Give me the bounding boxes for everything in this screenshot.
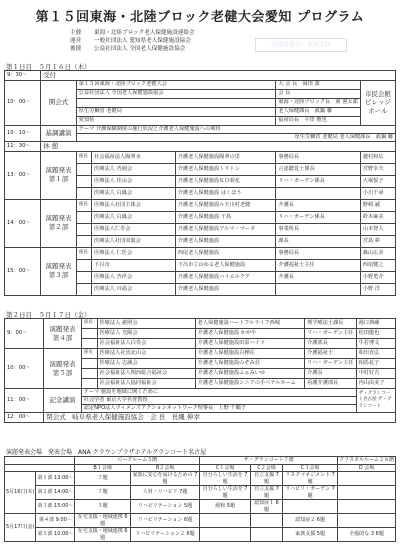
label-cell: 閉会式 岐阜県老人保健施設協会 会 長 長縄 伸幸: [44, 413, 396, 423]
role-cell: リハ・ガーデン係長: [276, 175, 360, 187]
session-label: 演題発表 第３部: [41, 247, 77, 295]
room-row: [5, 472, 396, 486]
stamp: ほ施設協会・東海北陸: [255, 38, 347, 52]
role-cell: リハ・ガーデン主任: [305, 359, 356, 369]
room-cell: リハビリテーション 6題: [130, 514, 199, 528]
room-cell: 自分らしい生活を 7題: [200, 486, 251, 500]
role-cell: 言語聴覚士係長: [276, 163, 360, 175]
room-row: [5, 486, 396, 500]
room-part: 第１部 13:00〜: [36, 472, 75, 486]
time-cell: 11：30〜: [5, 141, 41, 151]
room-cell: 在宅支援・地域連携 6題: [75, 514, 130, 528]
role-cell: 介護長: [276, 199, 360, 211]
org-cell: 医療法人社団主体会: [92, 199, 176, 211]
facility-cell: 介護老人保健施設アルマ・マータ: [175, 223, 276, 235]
org-cell: 医療法人仁寿会: [92, 223, 176, 235]
chair-cell: [76, 283, 91, 295]
facility-cell: 介護老人保健施設白樺荘: [195, 349, 305, 359]
room-cell: [283, 500, 338, 514]
name-cell: 越村和広: [360, 151, 395, 163]
page-title: 第１５回東海・北陸ブロック老健大会愛知 プログラム: [35, 10, 365, 25]
keynote-row: [5, 125, 396, 133]
room-row: [5, 500, 396, 514]
session-label: 演題発表 第１部: [41, 151, 77, 199]
facility-cell: 介護老人保健施設: [175, 283, 276, 295]
room-corner: [5, 464, 75, 472]
name-cell: 宮島 夢: [360, 235, 395, 247]
room-group: ローズルーム５階: [75, 457, 200, 465]
organizer-label: 運営: [70, 38, 82, 45]
room-cell: [338, 514, 396, 528]
room-cell: 全般的な 3 6題: [338, 528, 396, 542]
room-group-row: [5, 457, 396, 465]
role-cell: 理学療法士課長: [305, 319, 356, 329]
organizer-row: [70, 37, 195, 45]
org-cell: 医療法人 杏園会: [92, 163, 176, 175]
facility-cell: 介護老人保健施設ハイエルクア: [175, 271, 276, 283]
chair-cell: [76, 235, 91, 247]
room-header-row: [5, 464, 396, 472]
org-cell: 医療法人 志誠会: [97, 359, 195, 369]
name-cell: 松田龍也: [356, 329, 395, 339]
session-row: [5, 349, 396, 359]
opening-org: 厚生労働省 老健局: [76, 107, 276, 116]
name-cell: 山本智人: [360, 223, 395, 235]
org-cell: 医療法人 白鳳会: [92, 187, 176, 199]
org-cell: 社会福祉法人協同福祉会: [97, 379, 195, 389]
room-cell: ７題: [75, 472, 130, 486]
org-cell: 社会福祉法人陽翠水: [92, 151, 176, 163]
lecture-row: [5, 389, 396, 397]
role-cell: リハ・ガーデン係長: [276, 211, 360, 223]
time-cell: 10：10〜: [5, 125, 41, 141]
day1-header: 第１日目 ５月１６日（木）: [6, 63, 91, 71]
time-cell: 9：30〜: [5, 71, 41, 81]
facility-cell: 介護老人保健施設ＫＯ菊花: [175, 175, 276, 187]
room-cell: [200, 528, 251, 542]
role-cell: [276, 187, 360, 199]
opening-org: 第１５回東海・北陸ブロック老健大会: [76, 80, 276, 89]
organizer-list: [70, 29, 195, 54]
facility-cell: 老人保健施設ハートフルライフ西城: [195, 319, 305, 329]
name-cell: 中村好吉: [356, 369, 395, 379]
room-header: D 会場: [338, 464, 396, 472]
room-header: C２会場: [250, 464, 282, 472]
org-cell: 社会福祉法人関西総合福祉会: [97, 369, 195, 379]
role-cell: 事業所長: [276, 223, 360, 235]
chair-cell: [81, 339, 97, 349]
time-cell: 15：00〜: [5, 247, 41, 295]
room-cell: 緩和 5題: [200, 500, 251, 514]
lecture-label: 記念講演: [44, 389, 82, 413]
org-cell: 医療法人 杏祥会: [92, 271, 176, 283]
role-cell: 介護部長: [305, 339, 356, 349]
facility-cell: 介護老人保健施設 千鳥: [175, 211, 276, 223]
name-cell: 内山由美子: [356, 379, 395, 389]
lecture-line: 社会学者 東京大学名誉教授: [81, 397, 356, 405]
session-row: [5, 319, 396, 329]
organizer-name: 一般社団法人 愛知県老人保健施設協会: [94, 38, 191, 45]
org-cell: 下呂市: [92, 259, 176, 271]
room-cell: [250, 528, 282, 542]
room-part: 第２部 14:00〜: [36, 486, 75, 500]
name-cell: 小野勇介: [360, 271, 395, 283]
opening-role: 大 会 長 岡田 凛: [276, 80, 360, 89]
name-cell: 野崎 誠: [360, 199, 395, 211]
room-part: 第３部 15:00〜: [36, 500, 75, 514]
keynote-label: 基調講演: [41, 125, 77, 141]
room-table: [4, 456, 396, 542]
room-cell: ５題: [75, 500, 130, 514]
facility-cell: 介護老人保健施設のぞみ荘: [195, 359, 305, 369]
room-cell: 認知症１ 6題: [250, 500, 282, 514]
chair-cell: [76, 187, 91, 199]
keynote-theme: テーマ 介護保険制度の施行状況と介護老人保健施設への期待: [76, 125, 395, 133]
facility-cell: 介護老人保健施設シニアの手ベテルホーム: [195, 379, 305, 389]
chair-cell: [76, 259, 91, 271]
day2-header: 第２日目 ５月１７日（金）: [6, 311, 91, 319]
name-cell: 相馬花子: [356, 359, 395, 369]
chair-cell: 座長: [76, 151, 91, 163]
room-cell: [338, 486, 396, 500]
chair-cell: [81, 359, 97, 369]
opening-label: 開会式: [41, 80, 77, 125]
time-cell: 14：00〜: [5, 199, 41, 247]
session-label: 演題発表 第４部: [44, 319, 82, 349]
room-cell: [200, 514, 251, 528]
opening-row: [5, 80, 396, 89]
room-cell: ７題: [75, 486, 130, 500]
org-cell: 医療法人 白鳳会: [92, 211, 176, 223]
room-cell: 人材・リハビリ 7題: [130, 486, 199, 500]
day2-schedule-table: [4, 318, 396, 423]
role-cell: 事務局長: [276, 247, 360, 259]
room-cell: 自立支援 7題: [250, 486, 282, 500]
chair-cell: [76, 175, 91, 187]
room-header: C３会場: [283, 464, 338, 472]
facility-cell: 介護老人保健施設 はくほう: [175, 187, 276, 199]
room-header: B１会場: [75, 464, 130, 472]
name-cell: 鈴木麻美: [360, 211, 395, 223]
opening-role: 老人保健課長 眞鍋 馨: [276, 107, 360, 116]
venue-cell: 市民会館 ビレッジ ホール: [360, 80, 395, 125]
opening-role: 会 長: [276, 89, 360, 98]
name-cell: 牛若博文: [356, 339, 395, 349]
room-date: 5月16日(木): [5, 472, 36, 514]
facility-cell: 西尾老人保健施設: [175, 247, 276, 259]
role-cell: リハ・ガーデン主任: [305, 329, 356, 339]
time-cell: 10：00〜: [5, 80, 41, 125]
room-part: 第５部 10:00〜: [36, 528, 75, 542]
chair-cell: 座長: [81, 349, 97, 359]
chair-cell: [81, 379, 97, 389]
chair-cell: [76, 211, 91, 223]
room-cell: [250, 514, 282, 528]
facility-cell: 介護老人保健施設ル天川村老健: [175, 199, 276, 211]
room-header: C１会場: [200, 464, 251, 472]
org-cell: 社会福祉法人白寿会: [97, 339, 195, 349]
room-cell: 自立支援 7題: [250, 472, 282, 486]
lecture-theme: テーマ 施設を地域に開くために: [81, 389, 356, 397]
organizer-name: 東海・北陸ブロック老人保健施設連絡会: [94, 30, 195, 36]
role-cell: 介護福祉士主任: [276, 259, 360, 271]
schedule-row: [5, 413, 396, 423]
org-cell: 医療法人 仁医会: [92, 247, 176, 259]
role-cell: 介護長: [305, 369, 356, 379]
opening-org: [76, 98, 276, 107]
room-cell: 認知症２ 6題: [283, 514, 338, 528]
chair-cell: [81, 329, 97, 339]
room-row: [5, 528, 396, 542]
chair-cell: [76, 163, 91, 175]
room-cell: 自分らしい生活を 7題: [200, 472, 251, 486]
room-cell: リスクマネジメント 7題: [283, 472, 338, 486]
session-row: [5, 247, 396, 259]
room-cell: [338, 500, 396, 514]
role-cell: 介護福祉士: [305, 349, 356, 359]
room-cell: リハビリテーション２ 6題: [130, 528, 199, 542]
org-cell: 医療法人 百福会: [92, 283, 176, 295]
room-part: 第４部 9:00〜: [36, 514, 75, 528]
time-cell: 11：00〜: [5, 389, 44, 413]
room-cell: 家族に安心を届けるための 7題: [130, 472, 199, 486]
name-cell: 西尾健之: [360, 259, 395, 271]
lecture-line: 認定NPO法人ウィメンズアクションネットワーク理事長 上野 千鶴子: [81, 405, 356, 413]
room-cell: [338, 472, 396, 486]
room-date: 5月17日(金): [5, 514, 36, 542]
day1-schedule-table: [4, 70, 396, 296]
presentation-venue-note: 演題発表会場 発表会場 ANA クラウンプラザホテルグランコート名古屋: [6, 449, 207, 456]
facility-cell: 介護老人保健施設陽翠の里: [175, 151, 276, 163]
time-cell: 13：00〜: [5, 151, 41, 199]
name-cell: 湯口典蔵: [356, 319, 395, 329]
facility-cell: 介護老人保健施設トリトン: [175, 163, 276, 175]
room-cell: リハビリ・ガーデン 7題: [283, 486, 338, 500]
facility-cell: 介護老人保健施設ふぁみいゆ: [195, 369, 305, 379]
facility-cell: 介護老人保健施設田原ハイツ: [195, 339, 305, 349]
session-row: [5, 151, 396, 163]
name-cell: 大塚悦子: [360, 175, 395, 187]
facility-cell: 下呂市立山ゆる老人保健施設: [175, 259, 276, 271]
organizer-row: [70, 29, 195, 37]
name-cell: 小野 洋: [360, 283, 395, 295]
label-cell: 受付: [41, 71, 396, 81]
session-label: 演題発表 第２部: [41, 199, 77, 247]
opening-role: 福祉局長 平田 雅也: [276, 116, 360, 125]
session-label: 演題発表 第５部: [44, 349, 82, 389]
chair-cell: 座長: [76, 199, 91, 211]
time-cell: 9：00〜: [5, 319, 44, 349]
chair-cell: 座長: [76, 247, 91, 259]
organizer-name: 公益社団法人 全国老人保健施設協会: [94, 46, 186, 53]
org-cell: 医療法人 慈照会: [97, 319, 195, 329]
room-group: クリスタルルーム２８階: [339, 457, 394, 463]
organizer-label: 後援: [70, 46, 82, 53]
org-cell: 医療法人 光陽会: [97, 329, 195, 339]
facility-cell: 介護老人保健施設: [175, 235, 276, 247]
name-cell: 和田直弘: [356, 349, 395, 359]
room-header: B２会場: [130, 464, 199, 472]
organizer-label: 主催: [70, 30, 82, 36]
room-group: ザ・グランコート７階: [200, 457, 338, 465]
time-cell: 12：00〜: [5, 413, 44, 423]
room-cell: 在宅支援・地域連携 6題: [75, 528, 130, 542]
room-cell: リハビリテーション 5題: [130, 500, 199, 514]
opening-org: 公益社団法人 全国老人保健施設協会: [76, 89, 276, 98]
time-cell: 10：00〜: [5, 349, 44, 389]
name-cell: 小川千尋: [360, 187, 395, 199]
room-row: [5, 514, 396, 528]
role-cell: 介護長: [276, 271, 360, 283]
chair-cell: [76, 271, 91, 283]
role-cell: 課長: [276, 235, 360, 247]
label-cell: 休 憩: [41, 141, 396, 151]
room-corner: [5, 457, 75, 465]
organizer-row: [70, 45, 195, 53]
facility-cell: 介護老人保健施設 かがや: [195, 329, 305, 339]
name-cell: 森山広美: [360, 247, 395, 259]
schedule-row: [5, 71, 396, 81]
opening-role: 東海・北陸ブロック長 東 憲太郎: [276, 98, 360, 107]
keynote-speaker: 厚生労働省 老健局 老人保健課長 眞鍋 馨: [76, 133, 395, 141]
role-cell: [276, 283, 360, 295]
chair-cell: [81, 369, 97, 379]
org-cell: 医療法人 珪山会: [92, 175, 176, 187]
schedule-row: [5, 141, 396, 151]
chair-cell: [76, 223, 91, 235]
room-cell: 家族支援 5題: [283, 528, 338, 542]
role-cell: 看護介護部長: [305, 379, 356, 389]
role-cell: 事務局長: [276, 151, 360, 163]
opening-org: 愛知県: [76, 116, 276, 125]
chair-cell: 座長: [81, 319, 97, 329]
session-row: [5, 199, 396, 211]
org-cell: 医療法人社団北山会: [97, 349, 195, 359]
lecture-venue: ザ・グランコート名古屋 ザ・グランコート: [356, 389, 395, 413]
name-cell: 宮野幸夫: [360, 163, 395, 175]
org-cell: 医療法人社団双葉会: [92, 235, 176, 247]
